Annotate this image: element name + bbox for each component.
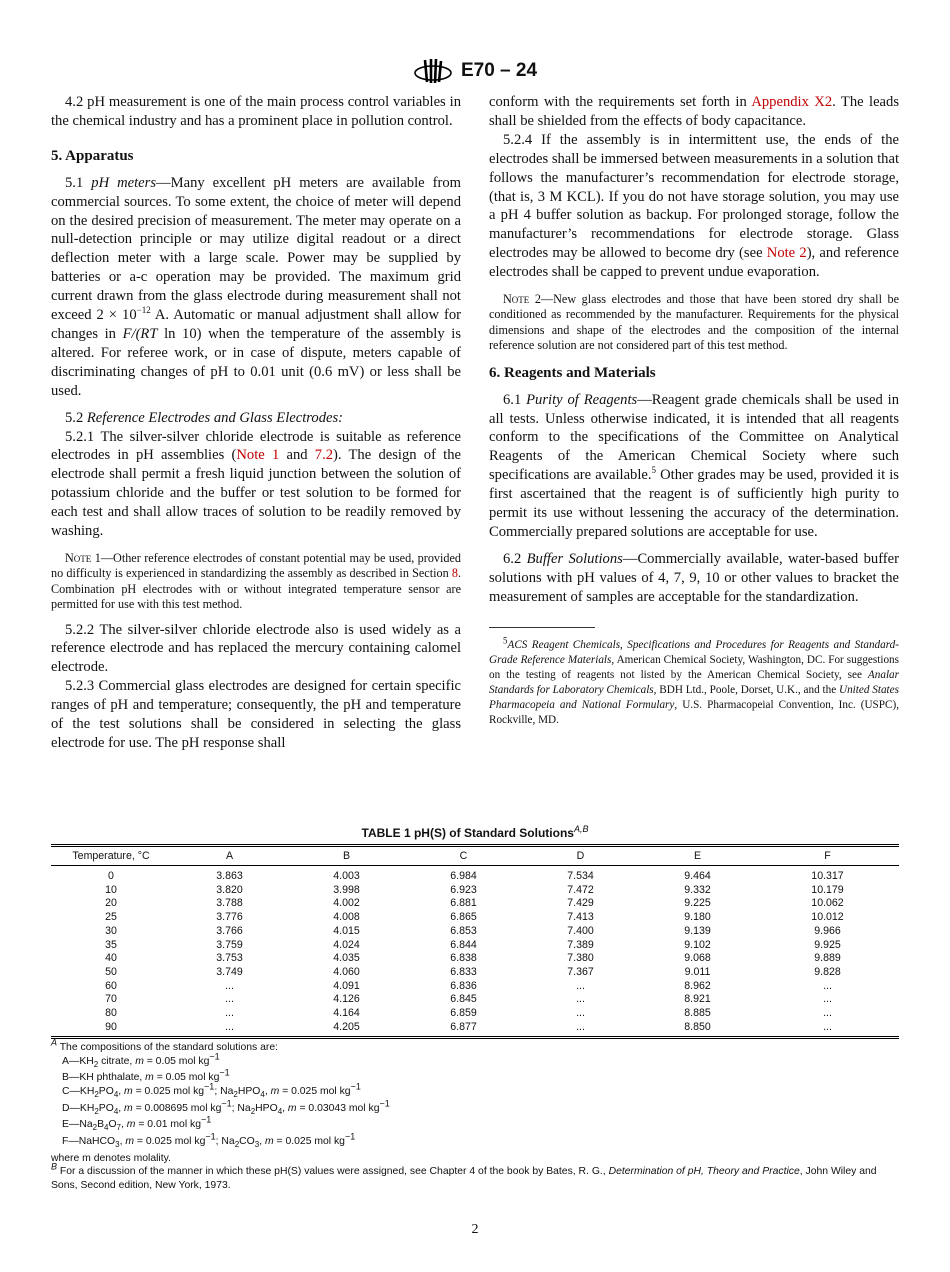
para-5-2-1: 5.2.1 The silver-silver chloride electrode is suitable as reference electrodes in pH assemblies (Note 1 and 7.2). The design of the electrode shall permit a fresh liquid junction between the solution of potassium chloride and the buffer or test solution to be formed for each test and shall allow traces of solution to be readily removed by washing. (51, 428, 461, 540)
para-5-2-3-continued: conform with the requirements set forth in Appendix X2. The leads shall be shielded from the effects of body capacitance. (489, 94, 900, 129)
table-cell: 4.015 (333, 924, 360, 937)
table-row (51, 1007, 899, 1021)
column-header: B (342, 850, 351, 862)
table-cell: 3.820 (216, 883, 243, 896)
table-cell: 9.889 (814, 952, 841, 965)
column-header: Temperature, °C (72, 850, 150, 862)
table-cell: 3.749 (216, 965, 243, 978)
table-cell: ... (823, 979, 832, 992)
note-2-link[interactable]: Note 2 (766, 245, 807, 262)
composition-c: $C—KH_2PO_4$, m = 0.025 mol $kg^{-1}$; $Na_2HPO_4$, m = 0.025 mol $kg^{-1}$ (62, 1081, 361, 1099)
table-cell: 10.012 (811, 911, 844, 924)
note-1-link[interactable]: Note 1 (236, 447, 280, 464)
page-header (0, 56, 950, 86)
composition-d: $D—KH_2PO_4$, m = 0.008695 mol $kg^{-1}$; $Na_2HPO_4$, m = 0.03043 mol $kg^{-1}$ (62, 1098, 390, 1116)
table-cell: 6.984 (450, 870, 477, 882)
astm-logo-icon (413, 56, 453, 86)
footnote-5: $^5$ACS Reagent Chemicals, Specifications and Procedures for Reagents and Standard-Grade Reference Materials, American Chemical Society, Washington, DC. For suggestions on the testing of reagents not listed by the American Chemical Society, see Analar Standards for Laboratory Chemicals, BDH Ltd., Poole, Dorset, U.K., and the United States Pharmacopeia and National Formulary, U.S. Pharmacopeial Convention, Inc. (USPC), Rockville, MD. (489, 634, 899, 726)
table-cell: 4.003 (333, 870, 360, 882)
table-row (51, 911, 899, 925)
table-cell: 9.828 (814, 965, 841, 978)
table-cell: 80 (105, 1007, 117, 1020)
table-cell: 10 (105, 883, 117, 896)
table-cell: 40 (105, 952, 117, 965)
column-header: F (824, 850, 831, 862)
molality-note: where m denotes molality. (51, 1152, 171, 1164)
table-cell: 9.180 (684, 911, 711, 924)
table-row (51, 1021, 899, 1038)
table-cell: 9.068 (684, 952, 711, 965)
column-header: E (693, 850, 702, 862)
table-cell: 35 (105, 938, 117, 951)
table-cell: ... (225, 979, 234, 992)
table-footnote-b: $^B$ For a discussion of the manner in which these pH(S) values were assigned, see Chapter 4 of the book by Bates, R. G., Determination of pH, Theory and Practice, John Wiley and Sons, Second edition, New York, 1973. (51, 1161, 877, 1191)
table-cell: 20 (105, 897, 117, 910)
table-cell: ... (823, 1007, 832, 1020)
table-cell: 4.002 (333, 897, 360, 910)
table-cell: 9.011 (684, 965, 711, 978)
footnote-divider (489, 627, 595, 628)
table-cell: 7.534 (567, 870, 594, 882)
table-row (51, 925, 899, 939)
table-cell: 25 (105, 911, 117, 924)
table-cell: 90 (105, 1020, 117, 1033)
table-cell: ... (225, 993, 234, 1006)
table-cell: 6.877 (450, 1020, 477, 1033)
table-cell: 6.838 (450, 952, 477, 965)
table-cell: ... (576, 1007, 585, 1020)
table-cell: 6.881 (450, 897, 477, 910)
table-cell: ... (225, 1007, 234, 1020)
table-cell: 3.863 (216, 870, 243, 882)
table-row (51, 897, 899, 911)
para-4-2: 4.2 pH measurement is one of the main process control variables in the chemical industry and has a prominent place in pollution control. (51, 94, 461, 129)
table-row (51, 884, 899, 898)
table-footnote-a: $^A$ The compositions of the standard solutions are: (51, 1037, 279, 1053)
table-title: TABLE 1 pH(S) of Standard Solutions$^{A,B}$ (361, 824, 589, 840)
para-6-1: 6.1 Purity of Reagents—Reagent grade chemicals shall be used in all tests. Unless otherwise indicated, it is intended that all reagents conform to the specifications of the Committee on Analytical Reagents of the American Chemical Society where such specifications are available.$^5$ Other grades may be used, provided it is first ascertained that the reagent is of sufficiently high purity to permit its use without lessening the accuracy of the determination. Commercially prepared solutions are acceptable for use. (489, 391, 900, 540)
table-cell: 7.472 (567, 883, 594, 896)
table-cell: 60 (105, 979, 117, 992)
table-cell: 9.225 (684, 897, 711, 910)
table-cell: 3.753 (216, 952, 243, 965)
table-row (51, 980, 899, 994)
section-8-link[interactable]: 8 (451, 566, 458, 581)
table-cell: 4.008 (333, 911, 360, 924)
table-cell: 6.859 (450, 1007, 477, 1020)
table-cell: 9.966 (814, 924, 841, 937)
table-1 (51, 826, 899, 1039)
table-cell: 4.205 (333, 1020, 360, 1033)
table-cell: 4.091 (333, 979, 360, 992)
standard-code: E70 – 24 (460, 60, 538, 81)
table-cell: ... (823, 1020, 832, 1033)
right-column (489, 93, 899, 728)
table-cell: 8.885 (684, 1007, 711, 1020)
table-row (51, 993, 899, 1007)
para-5-2-2: 5.2.2 The silver-silver chloride electrode also is used widely as a reference electrode and has replaced the mercury containing calomel electrode. (51, 621, 461, 676)
note-1: Note 1—Other reference electrodes of constant potential may be used, provided no difficulty is experienced in standardizing the assembly as described in Section 8. Combination pH electrodes with or without integrated temperature sensor are permitted for use with this test method. (51, 550, 461, 612)
table-cell: 6.836 (450, 979, 477, 992)
column-header: D (576, 850, 585, 862)
column-header: C (459, 850, 468, 862)
table-cell: 7.380 (567, 952, 594, 965)
table-cell: 4.024 (333, 938, 360, 951)
table-cell: 8.962 (684, 979, 711, 992)
table-cell: ... (576, 1020, 585, 1033)
table-cell: 3.788 (216, 897, 243, 910)
column-header: A (225, 850, 234, 862)
para-5-2: 5.2 Reference Electrodes and Glass Electrodes: (65, 409, 344, 426)
table-cell: 3.776 (216, 911, 243, 924)
table-cell: 6.865 (450, 911, 477, 924)
table-cell: 7.429 (567, 897, 594, 910)
para-5-2-3: 5.2.3 Commercial glass electrodes are designed for certain specific ranges of pH and temperature; consequently, the pH and temperature of the test solutions shall be considered in selecting the glass electrode for use. The pH response shall (51, 678, 461, 751)
table-cell: 0 (108, 870, 114, 882)
table-cell: 10.317 (811, 870, 844, 882)
ph-standard-solutions-table (51, 844, 899, 1039)
section-7-2-link[interactable]: 7.2 (314, 447, 334, 464)
table-cell: 6.844 (450, 938, 477, 951)
table-cell: 6.845 (450, 993, 477, 1006)
table-cell: 8.850 (684, 1020, 711, 1033)
table-cell: 6.833 (450, 965, 477, 978)
table-cell: 6.923 (450, 883, 477, 896)
composition-b: B—KH phthalate, m = 0.05 mol $kg^{-1}$ (62, 1067, 230, 1084)
table-row (51, 952, 899, 966)
table-cell: 7.413 (567, 911, 594, 924)
table-cell: ... (576, 993, 585, 1006)
footnote-5-ref[interactable]: 5 (651, 465, 657, 476)
table-cell: 3.998 (333, 883, 360, 896)
table-cell: 9.464 (684, 870, 711, 882)
section-6-heading: 6. Reagents and Materials (489, 364, 656, 381)
left-column (51, 93, 461, 753)
table-cell: 7.400 (567, 924, 594, 937)
table-cell: 4.035 (333, 952, 360, 965)
composition-a: $A—KH_2$ citrate, m = 0.05 mol $kg^{-1}$ (62, 1051, 220, 1069)
table-cell: ... (823, 993, 832, 1006)
section-5-heading: 5. Apparatus (51, 147, 134, 164)
table-cell: 10.179 (811, 883, 844, 896)
page-number: 2 (471, 1222, 479, 1237)
table-cell: 9.139 (684, 924, 711, 937)
composition-e: $E—Na_2B_4O_7$, m = 0.01 mol $kg^{-1}$ (62, 1114, 212, 1133)
table-cell: 3.766 (216, 924, 243, 937)
table-cell: ... (576, 979, 585, 992)
para-6-2: 6.2 Buffer Solutions—Commercially available, water-based buffer solutions with pH values of 4, 7, 9, 10 or other values to bracket the measurement of samples are acceptable for the standardization. (489, 550, 899, 605)
table-cell: 9.925 (814, 938, 841, 951)
table-cell: 9.102 (684, 938, 711, 951)
table-cell: 10.062 (811, 897, 844, 910)
table-footnotes (51, 1037, 899, 1192)
para-5-1: 5.1 pH meters—Many excellent pH meters are available from commercial sources. To some extent, the choice of meter will depend on the desired precision of measurement. The meter may operate on a null-detection principle or may utilize digital readout or a direct deflection meter with a large scale. Power may be supplied by batteries or a-c operation may be provided. The maximum grid current drawn from the glass electrode during measurement shall not exceed $2 \times 10^{-12}$ A. Automatic or manual adjustment shall allow for changes in F/(RT ln 10) when the temperature of the assembly is altered. For referee work, or in case of dispute, meters capable of discriminating changes of pH to 0.01 unit (0.6 mV) or less shall be used. (51, 174, 461, 399)
table-cell: 9.332 (684, 883, 711, 896)
table-cell: 7.389 (567, 938, 594, 951)
table-row (51, 966, 899, 980)
composition-f: F—NaHCO$_3$, m = 0.025 mol $kg^{-1}$; $Na_2CO_3$, m = 0.025 mol $kg^{-1}$ (62, 1131, 356, 1149)
table-cell: 70 (105, 993, 117, 1006)
table-row (51, 866, 899, 884)
table-row (51, 939, 899, 953)
note-2: Note 2—New glass electrodes and those that have been stored dry shall be conditioned as recommended by the manufacturer. Requirements for the physical dimensions and shape of the electrodes and the composition of the internal reference solution are not considered part of this test method. (489, 292, 899, 353)
table-cell: 7.367 (567, 965, 594, 978)
table-cell: 4.164 (333, 1007, 360, 1020)
table-cell: 50 (105, 965, 117, 978)
para-5-2-4: 5.2.4 If the assembly is in intermittent use, the ends of the electrodes shall be immersed between measurements in a solution that follows the manufacturer’s recommendation for electrode storage, (that is, 3 M KCL). If you do not have storage solution, you may use a pH 4 buffer solution as backup. For prolonged storage, follow the manufacturer’s recommendations for electrode storage. Glass electrodes may be allowed to become dry (see Note 2), and reference electrodes shall be capped to prevent undue evaporation. (489, 131, 899, 281)
appendix-x2-link[interactable]: Appendix X2 (751, 94, 833, 110)
table-cell: 3.759 (216, 938, 243, 951)
table-cell: 4.060 (333, 965, 360, 978)
table-cell: 8.921 (684, 993, 711, 1006)
table-cell: 30 (105, 924, 117, 937)
table-cell: 4.126 (333, 993, 360, 1006)
table-cell: ... (225, 1020, 234, 1033)
table-cell: 6.853 (450, 924, 477, 937)
